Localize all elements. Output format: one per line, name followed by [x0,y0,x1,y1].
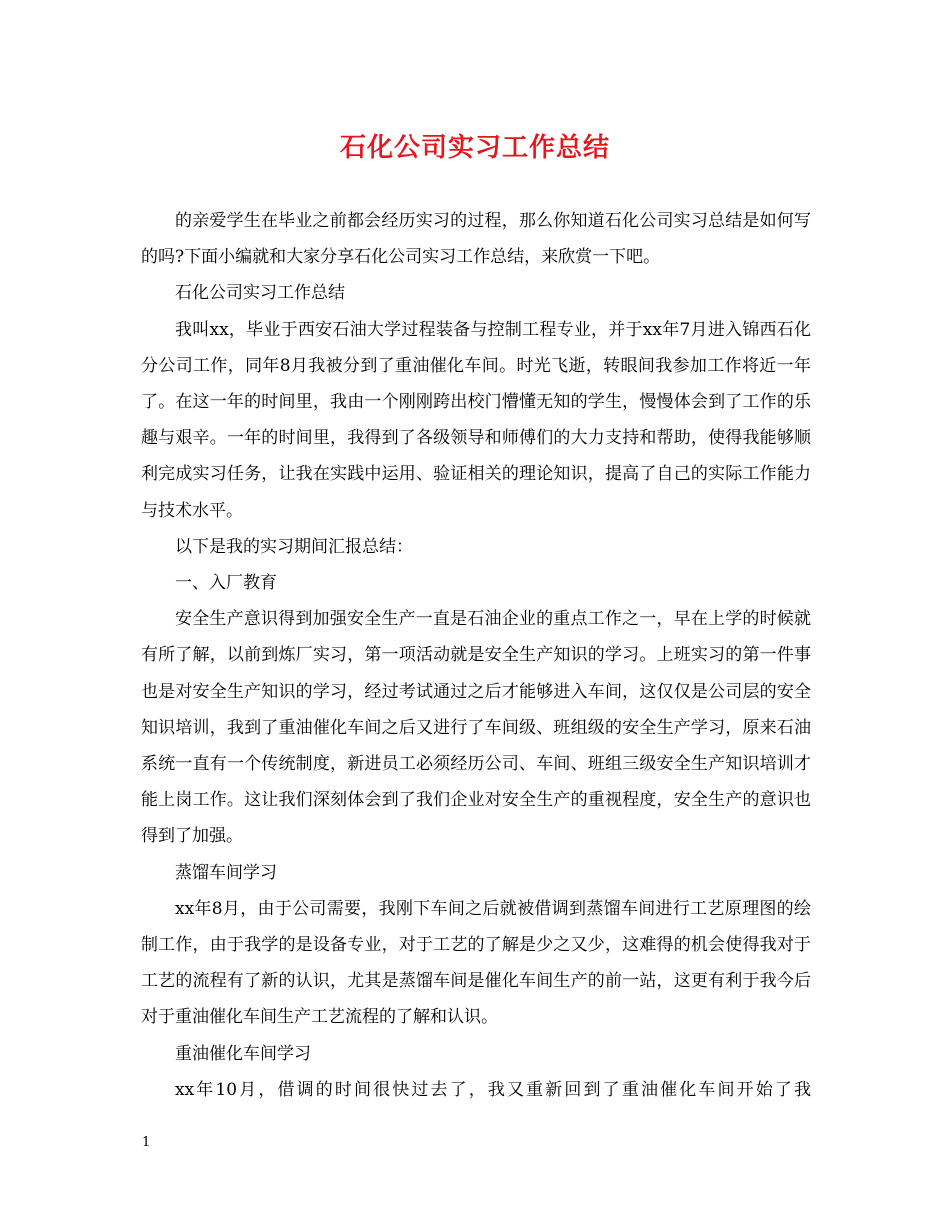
document-body [141,203,811,1108]
document-title: 石化公司实习工作总结 [339,133,610,163]
section-heading-heavy-oil-catalytic: 重油催化车间学习 [175,1043,311,1064]
paragraph-heavy-oil-catalytic-study: xx年10月，借调的时间很快过去了，我又重新回到了重油催化车间开始了我 [175,1079,811,1100]
section-heading-distillation: 蒸馏车间学习 [175,862,277,883]
paragraph-distillation-study: xx年8月，由于公司需要，我刚下车间之后就被借调到蒸馏车间进行工艺原理图的绘制工作，由于我学的是设备专业，对于工艺的了解是少之又少，这难得的机会使得我对于工艺的流程有了新的认识，尤其是蒸馏车间是催化车间生产的前一站，这更有利于我今后对于重油催化车间生产工艺流程的了解和认识。 [141,898,811,1028]
paragraph-subtitle: 石化公司实习工作总结 [175,283,345,304]
paragraph-summary-lead: 以下是我的实习期间汇报总结： [175,536,413,557]
page-number: 1 [142,1135,151,1150]
paragraph-safety-training: 安全生产意识得到加强安全生产一直是石油企业的重点工作之一，早在上学的时候就有所了解，以前到炼厂实习，第一项活动就是安全生产知识的学习。上班实习的第一件事也是对安全生产知识的学习，经过考试通过之后才能够进入车间，这仅仅是公司层的安全知识培训，我到了重油催化车间之后又进行了车间级、班组级的安全生产学习，原来石油系统一直有一个传统制度，新进员工必须经历公司、车间、班组三级安全生产知识培训才能上岗工作。这让我们深刻体会到了我们企业对安全生产的重视程度，安全生产的意识也得到了加强。 [141,609,811,847]
paragraph-intro: 的亲爱学生在毕业之前都会经历实习的过程，那么你知道石化公司实习总结是如何写的吗?下面小编就和大家分享石化公司实习工作总结，来欣赏一下吧。 [141,211,811,268]
section-heading-entry-education: 一、入厂教育 [175,573,277,594]
paragraph-self-introduction: 我叫xx，毕业于西安石油大学过程装备与控制工程专业，并于xx年7月进入锦西石化分公司工作，同年8月我被分到了重油催化车间。时光飞逝，转眼间我参加工作将近一年了。在这一年的时间里，我由一个刚刚跨出校门懵懂无知的学生，慢慢体会到了工作的乐趣与艰辛。一年的时间里，我得到了各级领导和师傅们的大力支持和帮助，使得我能够顺利完成实习任务，让我在实践中运用、验证相关的理论知识，提高了自己的实际工作能力与技术水平。 [141,319,811,521]
